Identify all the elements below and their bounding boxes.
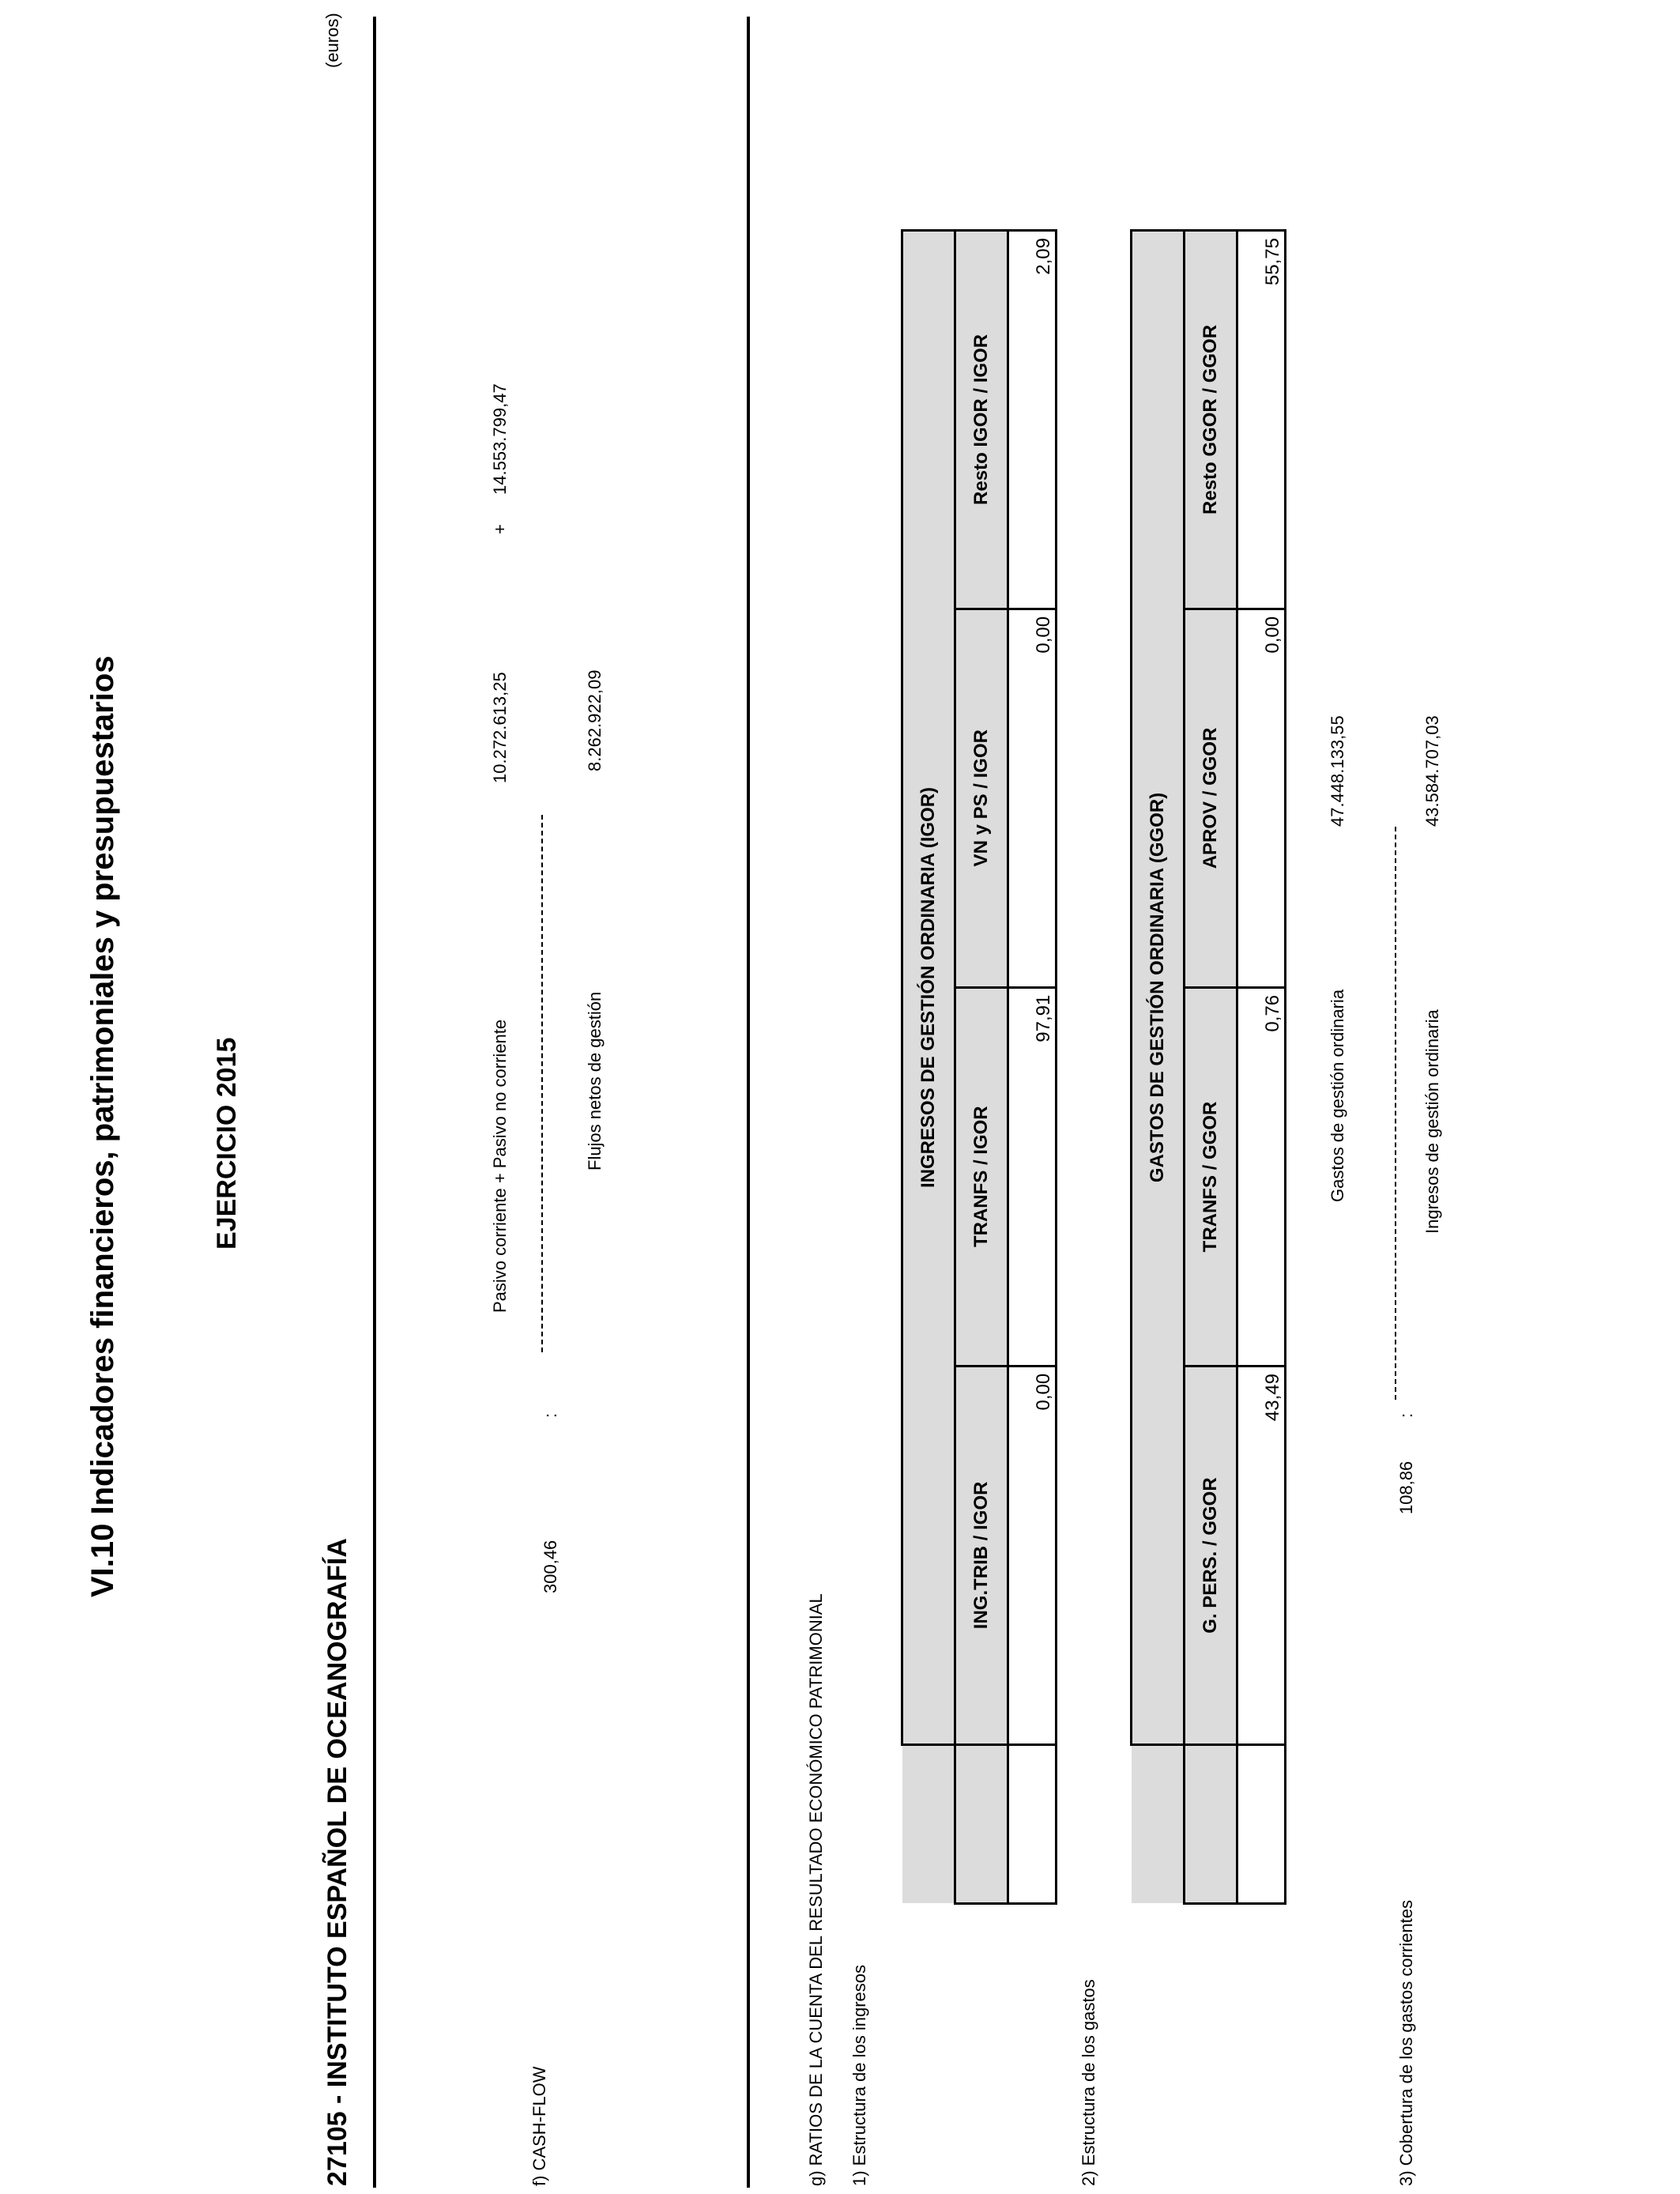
income-ratio-value: 97,91: [1008, 987, 1057, 1366]
header-rule: [373, 17, 376, 2188]
entity-name: 27105 - INSTITUTO ESPAÑOL DE OCEANOGRAFÍA: [322, 1538, 352, 2186]
coverage-numerator-label: Gastos de gestión ordinaria: [1328, 989, 1347, 1202]
coverage-value: 108,86: [1396, 1461, 1416, 1514]
income-column-header: ING.TRIB / IGOR: [955, 1366, 1008, 1744]
fiscal-year-title: EJERCICIO 2015: [212, 1037, 242, 1250]
coverage-label: 3) Cobertura de los gastos corrientes: [1396, 1900, 1416, 2186]
cash-flow-numerator-value-1: 10.272.613,25: [490, 672, 510, 783]
cash-flow-fraction-line: [541, 815, 543, 1352]
expense-column-header: Resto GGOR / GGOR: [1185, 231, 1237, 609]
expense-ratio-value: 0,76: [1237, 987, 1286, 1366]
cash-flow-label: f) CASH-FLOW: [529, 2066, 549, 2186]
expense-column-header: TRANFS / GGOR: [1185, 987, 1237, 1366]
page-title: VI.10 Indicadores financieros, patrimoniales y presupuestarios: [85, 655, 120, 1597]
expense-structure-label: 2) Estructura de los gastos: [1079, 1979, 1098, 2186]
income-column-header: Resto IGOR / IGOR: [955, 231, 1008, 609]
income-column-header: VN y PS / IGOR: [955, 609, 1008, 987]
section-rule: [747, 17, 750, 2188]
expense-ratio-value: 0,00: [1237, 609, 1286, 987]
section-g-heading: g) RATIOS DE LA CUENTA DEL RESULTADO ECONÓMICO PATRIMONIAL: [806, 1593, 826, 2186]
cash-flow-denominator-value: 8.262.922,09: [585, 669, 605, 771]
coverage-denominator-label: Ingresos de gestión ordinaria: [1422, 1009, 1442, 1234]
cash-flow-numerator-value-2: 14.553.799,47: [490, 383, 510, 495]
cash-flow-value: 300,46: [541, 1540, 560, 1593]
cash-flow-numerator-label: Pasivo corriente + Pasivo no corriente: [490, 1019, 510, 1313]
coverage-denominator-value: 43.584.707,03: [1422, 715, 1442, 827]
income-ratio-value: 0,00: [1008, 609, 1057, 987]
currency-note: (euros): [322, 13, 342, 68]
cash-flow-denominator-label: Flujos netos de gestión: [585, 991, 605, 1171]
expense-structure-table: [1130, 229, 1286, 1905]
income-ratio-value: 0,00: [1008, 1366, 1057, 1744]
coverage-fraction-line: [1395, 827, 1396, 1400]
coverage-colon: :: [1396, 1412, 1416, 1418]
cash-flow-plus-sign: +: [490, 524, 510, 534]
expense-ratio-value: 43,49: [1237, 1367, 1286, 1745]
income-ratio-value: 2,09: [1008, 231, 1057, 609]
expense-column-header: G. PERS. / GGOR: [1185, 1367, 1237, 1745]
income-table-title: INGRESOS DE GESTIÓN ORDINARIA (IGOR): [902, 231, 955, 1745]
expense-table-title: GASTOS DE GESTIÓN ORDINARIA (GGOR): [1132, 231, 1185, 1745]
income-column-header: TRANFS / IGOR: [955, 987, 1008, 1366]
coverage-numerator-value: 47.448.133,55: [1328, 715, 1347, 827]
income-structure-table: [901, 229, 1057, 1905]
expense-ratio-value: 55,75: [1237, 231, 1286, 609]
expense-column-header: APROV / GGOR: [1185, 609, 1237, 987]
cash-flow-colon: :: [541, 1412, 560, 1418]
income-structure-label: 1) Estructura de los ingresos: [849, 1964, 869, 2186]
